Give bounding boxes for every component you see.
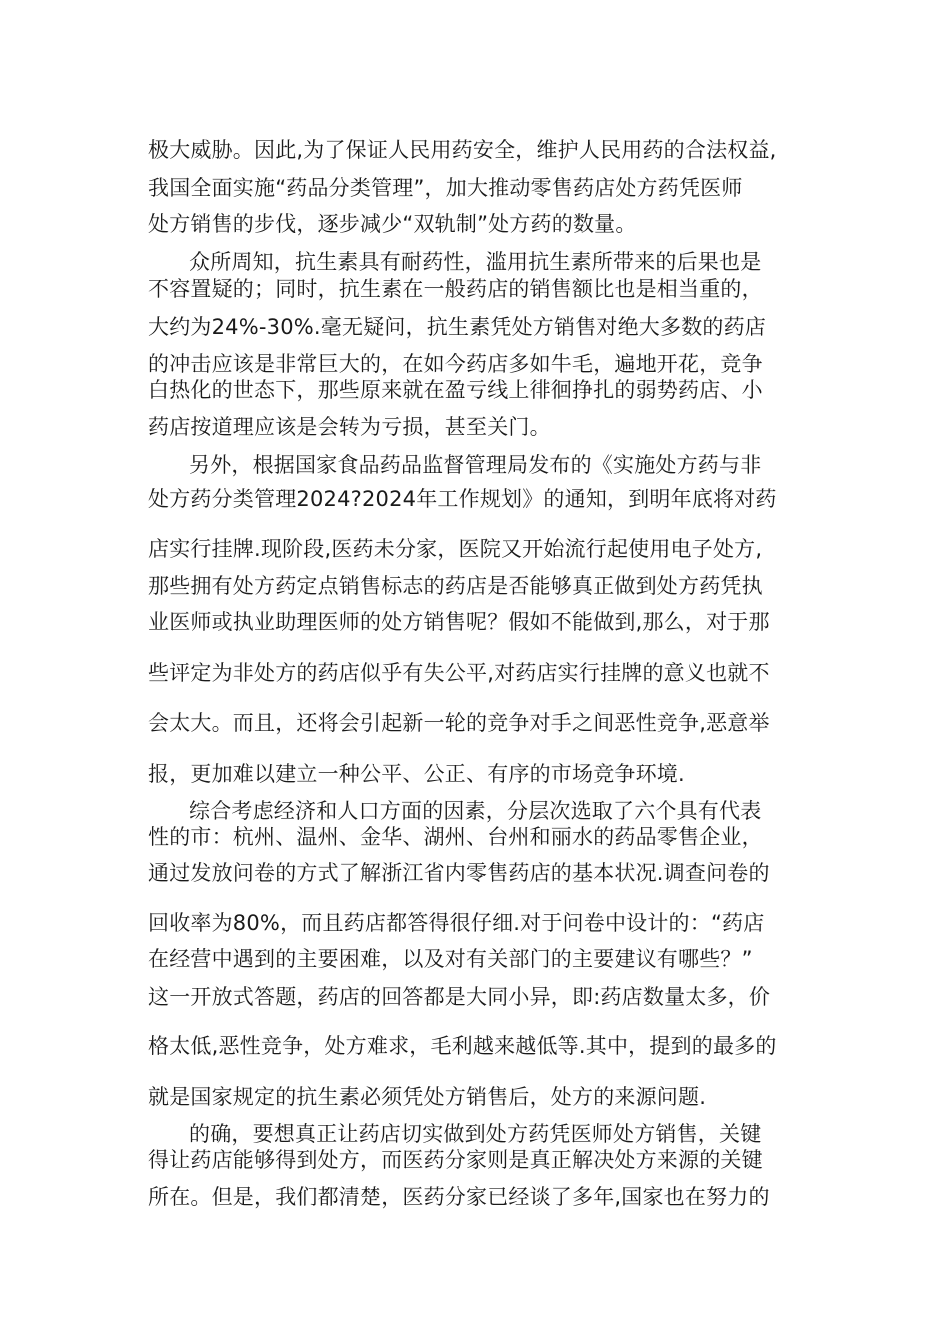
text-line: 白热化的世态下，那些原来就在盈亏线上徘徊挣扎的弱势药店、小 (148, 378, 763, 402)
paragraph-first-line: 的确，要想真正让药店切实做到处方药凭医师处方销售，关键 (189, 1122, 762, 1146)
text-line: 些评定为非处方的药店似乎有失公平,对药店实行挂牌的意义也就不 (148, 661, 770, 685)
paragraph-first-line: 综合考虑经济和人口方面的因素，分层次选取了六个具有代表 (189, 799, 762, 823)
text-line: 不容置疑的；同时，抗生素在一般药店的销售额比也是相当重的， (148, 277, 763, 301)
text-line: 药店按道理应该是会转为亏损，甚至关门。 (148, 415, 551, 439)
text-line: 报，更加难以建立一种公平、公正、有序的市场竞争环境. (148, 762, 685, 786)
text-line: 就是国家规定的抗生素必须凭处方销售后，处方的来源问题. (148, 1085, 707, 1109)
text-line: 这一开放式答题，药店的回答都是大同小异，即:药店数量太多，价 (148, 985, 771, 1009)
text-line: 通过发放问卷的方式了解浙江省内零售药店的基本状况.调查问卷的 (148, 861, 770, 885)
text-line: 业医师或执业助理医师的处方销售呢？假如不能做到,那么，对于那 (148, 610, 770, 634)
text-line: 那些拥有处方药定点销售标志的药店是否能够真正做到处方药凭执 (148, 574, 763, 598)
text-line: 会太大。而且，还将会引起新一轮的竞争对手之间恶性竞争,恶意举 (148, 711, 770, 735)
text-line: 格太低,恶性竞争，处方难求，毛利越来越低等.其中，提到的最多的 (148, 1034, 777, 1058)
text-line: 得让药店能够得到处方，而医药分家则是真正解决处方来源的关键 (148, 1148, 763, 1172)
text-line: 极大威胁。因此,为了保证人民用药安全，维护人民用药的合法权益, (148, 138, 777, 162)
text-line: 的冲击应该是非常巨大的，在如今药店多如牛毛，遍地开花，竞争 (148, 352, 763, 376)
text-line: 性的市：杭州、温州、金华、湖州、台州和丽水的药品零售企业， (148, 825, 763, 849)
text-line: 处方销售的步伐，逐步减少“双轨制”处方药的数量。 (148, 212, 637, 236)
text-line: 在经营中遇到的主要困难，以及对有关部门的主要建议有哪些？” (148, 947, 753, 971)
text-line: 大约为24%-30%.毫无疑问，抗生素凭处方销售对绝大多数的药店 (148, 315, 767, 339)
text-line: 处方药分类管理2024?2024年工作规划》的通知，到明年底将对药 (148, 487, 777, 511)
text-line: 所在。但是，我们都清楚，医药分家已经谈了多年,国家也在努力的 (148, 1185, 770, 1209)
text-line: 我国全面实施“药品分类管理”，加大推动零售药店处方药凭医师 (148, 176, 743, 200)
paragraph-first-line: 众所周知，抗生素具有耐药性，滥用抗生素所带来的后果也是 (189, 250, 762, 274)
text-line: 店实行挂牌.现阶段,医药未分家，医院又开始流行起使用电子处方, (148, 537, 763, 561)
paragraph-first-line: 另外，根据国家食品药品监督管理局发布的《实施处方药与非 (189, 453, 762, 477)
text-line: 回收率为80%，而且药店都答得很仔细.对于问卷中设计的：“药店 (148, 911, 765, 935)
